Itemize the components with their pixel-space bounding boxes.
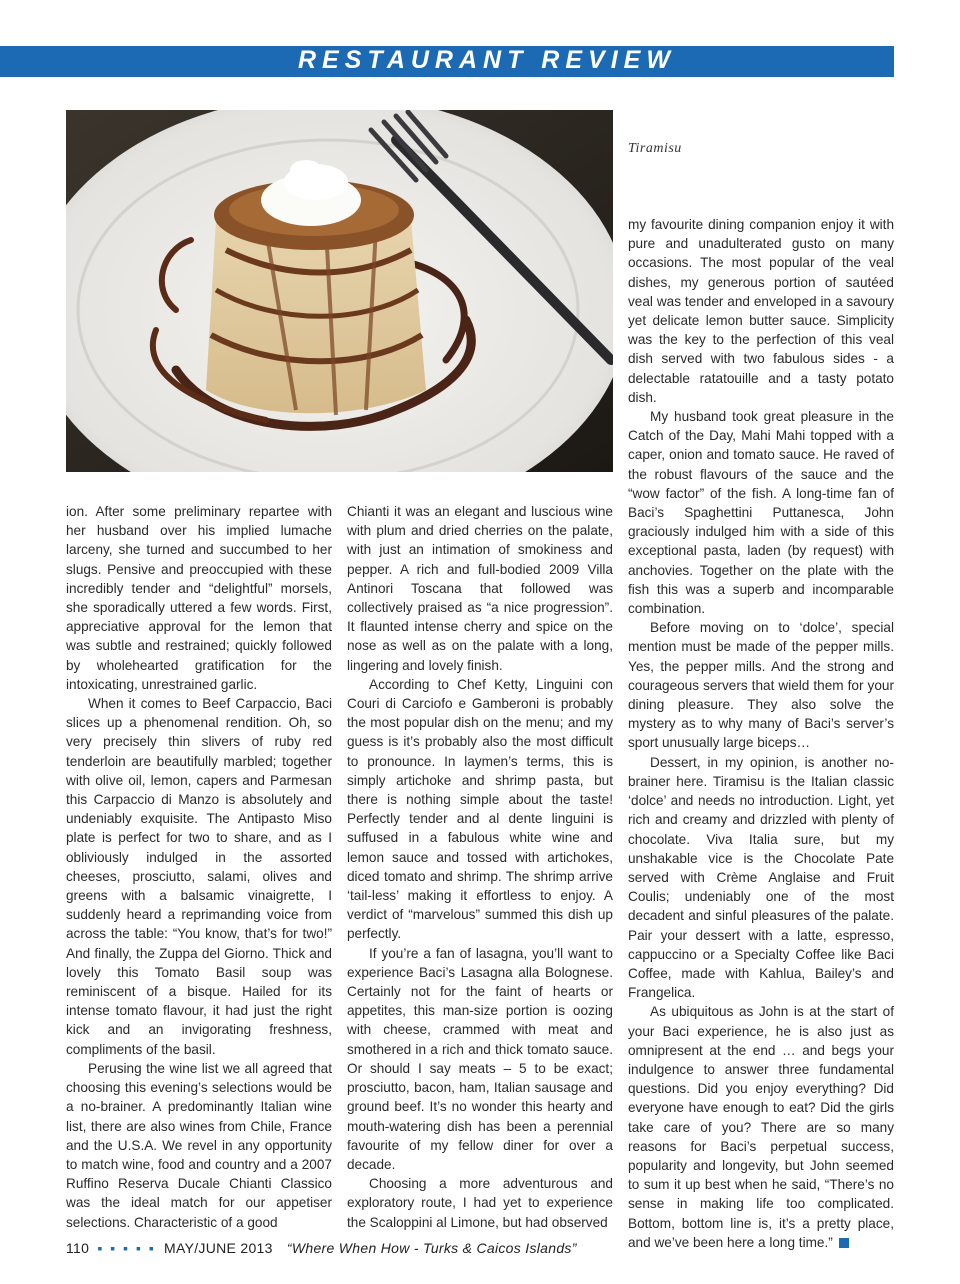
paragraph: my favourite dining companion enjoy it with pure and unadulterated gusto on many occasions. The most popular of the veal dishes, my generous portion of sautéed veal was tender and enveloped in a savoury yet delicate lemon butter sauce. Simplicity was the key to the perfection of this veal dish served with two fabulous sides - a delectable ratatouille and a tasty potato dish. [628,217,894,405]
issue-date: MAY/JUNE 2013 [164,1240,273,1256]
paragraph: Perusing the wine list we all agreed that choosing this evening’s selections would be a no-brainer. A predominantly Italian wine list, there are also wines from Chile, France and the U.S.A. We revel in any opportunity to match wine, food and country and a 2007 Ruffino Reserva Ducale Chianti Classico was the ideal match for our appetiser selections. Characteristic of a good [66,1060,332,1230]
publication-name: “Where When How - Turks & Caicos Islands” [286,1240,577,1256]
article-column-2 [347,502,613,1232]
paragraph: Before moving on to ‘dolce’, special mention must be made of the pepper mills. Yes, the pepper mills. And the strong and courageous servers that wield them for your dining pleasure. They also solve the mystery as to why many of Baci’s server’s sport unusually large biceps… [628,620,894,751]
paragraph: My husband took great pleasure in the Catch of the Day, Mahi Mahi topped with a caper, onion and tomato sauce. He raved of the robust flavours of the sauce and the “wow factor” of the fish. A long-time fan of Baci’s Spaghettini Puttanesca, John graciously indulged him with a side of this exceptional pasta, laden (by request) with anchovies. Together on the plate with the fish this was a superb and incomparable combination. [628,409,894,617]
paragraph-text: As ubiquitous as John is at the start of your Baci experience, he is also just as omnipresent at the end … and begs your indulgence to answer three fundamental questions. Did you enjoy everything? Did everyone have enough to eat? Did the girls take care of you? There are so many reasons for Baci’s perpetual success, popularity and longevity, but John seemed to sum it up best when he said, “There’s no sense in making life too complicated. Bottom, bottom line is, it’s a pretty place, and we’ve been here a long time.” [628,1004,894,1250]
paragraph: Choosing a more adventurous and exploratory route, I had yet to experience the Scaloppini al Limone, but had observed [347,1176,613,1230]
article-column-3 [628,215,894,1252]
article-column-1 [66,502,332,1232]
paragraph: If you’re a fan of lasagna, you’ll want to experience Baci’s Lasagna alla Bolognese. Certainly not for the faint of hearts or appetites, this man-size portion is oozing with cheese, crammed with meat and smothered in a rich and thick tomato sauce. Or should I say meats – 5 to be exact; prosciutto, bacon, ham, Italian sausage and ground beef. It’s no wonder this hearty and mouth-watering dish has been a perennial favourite of my fellow diner for over a decade. [347,945,613,1172]
photo-caption: Tiramisu [628,141,682,156]
last-paragraph [628,1002,894,1252]
footer-dots: ▪ ▪ ▪ ▪ ▪ [97,1240,156,1256]
paragraph: ion. After some preliminary repartee with her husband over his implied lumache larceny, she turned and succumbed to her slugs. Pensive and preoccupied with these incredibly tender and “delightful” morsels, she sporadically uttered a few words. First, appreciative approval for the lemon that was subtle and restrained; quickly followed by wholehearted gratification for the intoxicating, unrestrained garlic. [66,504,332,692]
end-of-article-square-icon [839,1238,849,1248]
page-footer [66,1240,577,1256]
paragraph: When it comes to Beef Carpaccio, Baci slices up a phenomenal rendition. Oh, so very precisely thin slivers of ruby red tenderloin are beautifully marbled; together with olive oil, lemon, capers and Parmesan this Carpaccio di Manzo is absolutely and undeniably exquisite. The Antipasto Miso plate is perfect for two to share, and as I obliviously indulged in the assorted cheeses, prosciutto, salami, olives and greens with a balsamic vinaigrette, I suddenly heard a reprimanding voice from across the table: “You know, that’s for two!” And finally, the Zuppa del Giorno. Thick and lovely this Tomato Basil soup was reminiscent of a bisque. Hailed for its intense tomato flavour, it had just the right kick and an invigorating freshness, compliments of the basil. [66,696,332,1057]
tiramisu-photo [66,110,613,472]
paragraph: Chianti it was an elegant and luscious wine with plum and dried cherries on the palate, with just an intimation of smokiness and pepper. A rich and full-bodied 2009 Villa Antinori Toscana that followed was collectively praised as “a nice progression”. It flaunted intense cherry and spice on the nose as well as on the palate with a long, lingering and lovely finish. [347,504,613,673]
paragraph: According to Chef Ketty, Linguini con Couri di Carciofo e Gamberoni is probably the most popular dish on the menu; and my guess is it’s probably also the most difficult to pronounce. In laymen’s terms, this is simply artichoke and shrimp pasta, but there is nothing simple about the taste! Perfectly tender and al dente linguini is suffused in a fabulous white wine and lemon sauce and tossed with artichokes, diced tomato and shrimp. The shrimp arrive ‘tail-less’ making it effortless to enjoy. A verdict of “marvelous” summed this dish up perfectly. [347,676,613,942]
section-title: RESTAURANT REVIEW [298,46,676,74]
page-number: 110 [66,1240,90,1256]
paragraph: Dessert, in my opinion, is another no-brainer here. Tiramisu is the Italian classic ‘dolce’ and needs no introduction. Light, yet rich and creamy and drizzled with plenty of chocolate. Viva Italia sure, but my unshakable vice is the Chocolate Pate served with Crème Anglaise and Fruit Coulis; undeniably one of the most decadent and sinful pleasures of the palate. Pair your dessert with a latte, espresso, cappuccino or a Specialty Coffee like Baci Coffee, made with Kahlua, Bailey’s and Frangelica. [628,754,894,1001]
